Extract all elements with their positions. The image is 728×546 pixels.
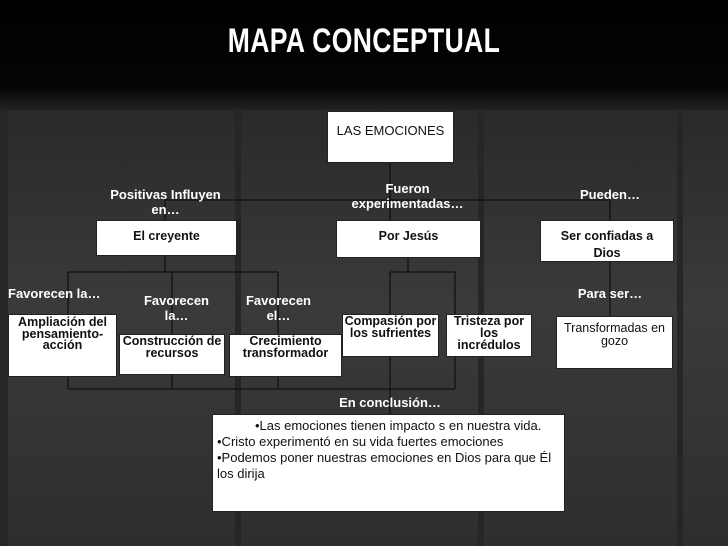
page-title: MAPA CONCEPTUAL bbox=[227, 22, 501, 60]
node-crecimiento: Crecimiento transformador bbox=[229, 334, 342, 377]
node-el-creyente: El creyente bbox=[96, 220, 237, 256]
label-en-conclusion: En conclusión… bbox=[339, 395, 441, 410]
node-por-jesus: Por Jesús bbox=[336, 220, 481, 258]
label-favorecen-la-2: Favorecen la… bbox=[143, 293, 210, 323]
conclusion-bullet: •Cristo experimentó en su vida fuertes emociones bbox=[217, 434, 504, 449]
label-fueron: Fueron experimentadas… bbox=[351, 181, 464, 211]
node-ampliacion: Ampliación del pensamiento-acción bbox=[8, 314, 117, 377]
node-ser-confiadas-a-dios: Ser confiadas a Dios bbox=[540, 220, 674, 262]
node-las-emociones: LAS EMOCIONES bbox=[327, 111, 454, 163]
label-para-ser: Para ser… bbox=[577, 286, 643, 301]
label-positivas: Positivas Influyen en… bbox=[110, 187, 221, 217]
node-tristeza: Tristeza por los incrédulos bbox=[446, 314, 532, 357]
label-favorecen-la-1: Favorecen la… bbox=[8, 286, 101, 301]
conclusion-box bbox=[212, 414, 565, 512]
conclusion-bullet: •Las emociones tienen impacto s en nuestra vida. bbox=[255, 418, 542, 433]
node-compasion: Compasión por los sufrientes bbox=[342, 314, 439, 357]
label-pueden: Pueden… bbox=[580, 187, 640, 202]
node-transformadas-en-gozo: Transformadas en gozo bbox=[556, 316, 673, 369]
label-favorecen-el: Favorecen el… bbox=[245, 293, 312, 323]
node-construccion: Construcción de recursos bbox=[119, 334, 225, 375]
conclusion-bullet: •Podemos poner nuestras emociones en Dios para que Él los dirija bbox=[217, 450, 552, 481]
